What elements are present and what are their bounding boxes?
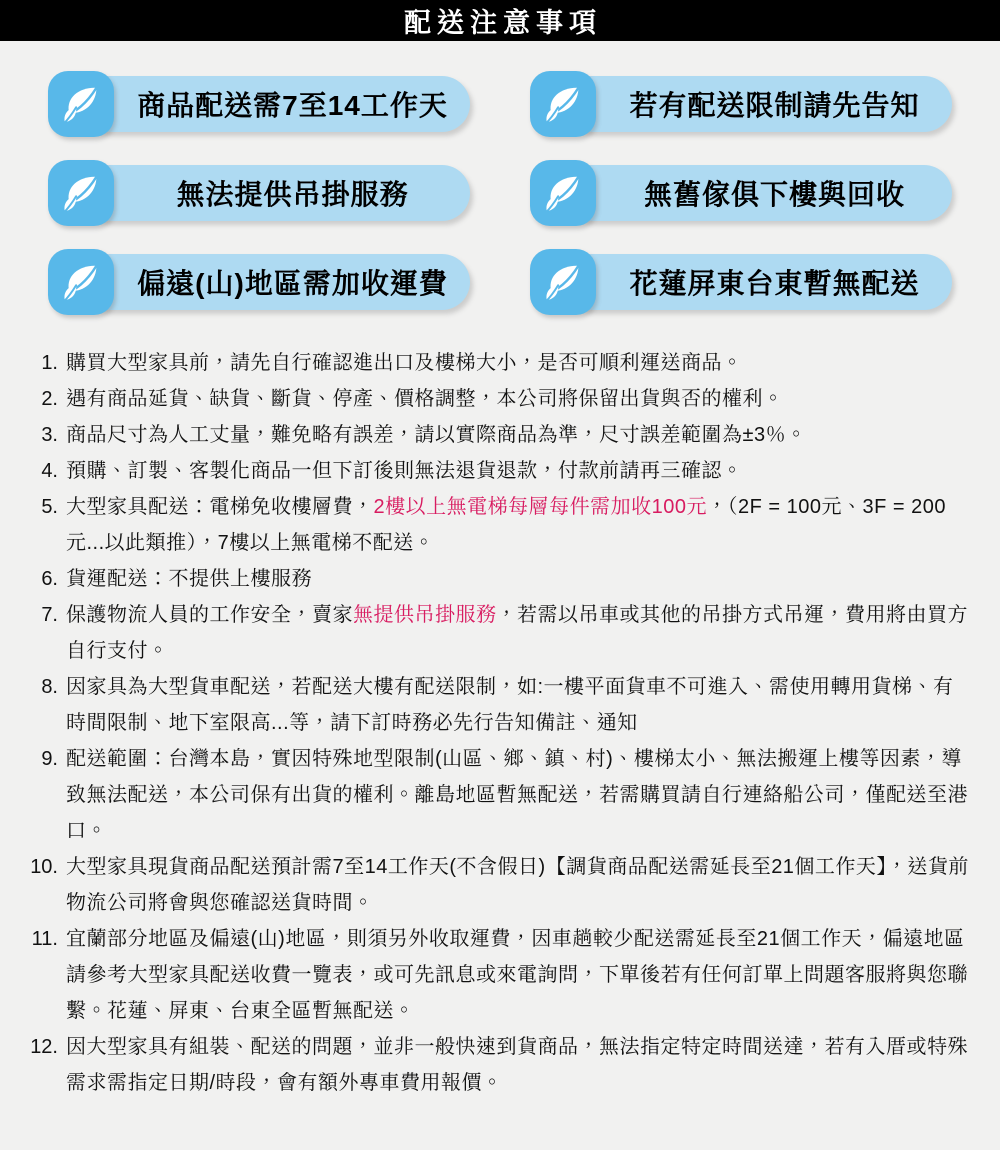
note-text: 預購、訂製、客製化商品一但下訂後則無法退貨退款，付款前請再三確認。	[66, 460, 743, 482]
note-highlight-text: 2樓以上無電梯每層每件需加收100元	[373, 496, 707, 518]
note-text: 因家具為大型貨車配送，若配送大樓有配送限制，如:一樓平面貨車不可進入、需使用轉用貨梯、有時間限制、地下室限高...等，請下訂時務必先行告知備註、通知	[66, 676, 954, 734]
badge-pill	[563, 76, 952, 132]
leaf-icon	[48, 249, 114, 315]
leaf-icon	[530, 160, 596, 226]
delivery-badges	[0, 41, 1000, 331]
badge-pill	[81, 254, 470, 310]
note-text: 宜蘭部分地區及偏遠(山)地區，則須另外收取運費，因車趟較少配送需延長至21個工作天，偏遠地區請參考大型家具配送收費一覽表，或可先訊息或來電詢問，下單後若有任何訂單上問題客服將與您聯繫。花蓮、屏東、台東全區暫無配送。	[66, 928, 968, 1022]
note-text: 配送範圍：台灣本島，實因特殊地型限制(山區、鄉、鎮、村)、樓梯太小、無法搬運上樓等因素，導致無法配送，本公司保有出貨的權利。離島地區暫無配送，若需購買請自行連絡船公司，僅配送至港口。	[66, 748, 968, 842]
note-item	[20, 849, 974, 921]
note-number: 8.	[41, 676, 58, 698]
note-number: 2.	[41, 388, 58, 410]
badge-label: 商品配送需7至14工作天	[137, 90, 448, 121]
note-item	[20, 489, 974, 561]
badge-pill	[81, 165, 470, 221]
delivery-badge	[530, 160, 952, 226]
note-highlight-text: 無提供吊掛服務	[353, 604, 497, 626]
note-text: 購買大型家具前，請先自行確認進出口及樓梯大小，是否可順利運送商品。	[66, 352, 743, 374]
note-number: 10.	[30, 856, 58, 878]
note-text: 遇有商品延貨、缺貨、斷貨、停產、價格調整，本公司將保留出貨與否的權利。	[66, 388, 784, 410]
note-number: 1.	[41, 352, 58, 374]
badge-label: 無法提供吊掛服務	[176, 179, 409, 210]
note-number: 7.	[41, 604, 58, 626]
note-item	[20, 597, 974, 669]
note-number: 4.	[41, 460, 58, 482]
badge-label: 若有配送限制請先告知	[629, 90, 920, 121]
note-item	[20, 1029, 974, 1101]
badge-pill	[563, 165, 952, 221]
note-number: 12.	[30, 1036, 58, 1058]
leaf-icon	[48, 71, 114, 137]
note-item	[20, 561, 974, 597]
page-title: 配送注意事項	[404, 8, 602, 38]
note-item	[20, 381, 974, 417]
note-item	[20, 741, 974, 849]
delivery-badge	[48, 249, 470, 315]
badge-label: 花蓮屏東台東暫無配送	[629, 268, 920, 299]
note-item	[20, 453, 974, 489]
note-text: 因大型家具有組裝、配送的問題，並非一般快速到貨商品，無法指定特定時間送達，若有入厝或特殊需求需指定日期/時段，會有額外專車費用報價。	[66, 1036, 968, 1094]
delivery-badge	[530, 71, 952, 137]
note-text: 大型家具現貨商品配送預計需7至14工作天(不含假日)【調貨商品配送需延長至21個工作天】，送貨前物流公司將會與您確認送貨時間。	[66, 856, 969, 914]
note-item	[20, 417, 974, 453]
badge-label: 偏遠(山)地區需加收運費	[137, 268, 448, 299]
note-text: 貨運配送：不提供上樓服務	[66, 568, 312, 590]
note-item	[20, 921, 974, 1029]
note-item	[20, 345, 974, 381]
leaf-icon	[530, 71, 596, 137]
note-text: 保護物流人員的工作安全，賣家無提供吊掛服務，若需以吊車或其他的吊掛方式吊運，費用將由買方自行支付。	[66, 604, 968, 662]
note-text: 商品尺寸為人工丈量，難免略有誤差，請以實際商品為準，尺寸誤差範圍為±3％。	[66, 424, 807, 446]
page-header	[0, 0, 1000, 41]
note-number: 9.	[41, 748, 58, 770]
badge-pill	[81, 76, 470, 132]
note-text: 大型家具配送：電梯免收樓層費，2樓以上無電梯每層每件需加收100元，（2F = 100元、3F = 200元...以此類推），7樓以上無電梯不配送。	[66, 496, 947, 554]
note-number: 11.	[31, 928, 58, 950]
badge-label: 無舊傢俱下樓與回收	[643, 179, 905, 210]
delivery-notes-list	[0, 331, 1000, 1131]
note-number: 5.	[41, 496, 58, 518]
delivery-badge	[48, 71, 470, 137]
badge-pill	[563, 254, 952, 310]
note-number: 6.	[41, 568, 58, 590]
note-number: 3.	[41, 424, 58, 446]
leaf-icon	[48, 160, 114, 226]
delivery-badge	[530, 249, 952, 315]
delivery-badge	[48, 160, 470, 226]
note-item	[20, 669, 974, 741]
leaf-icon	[530, 249, 596, 315]
